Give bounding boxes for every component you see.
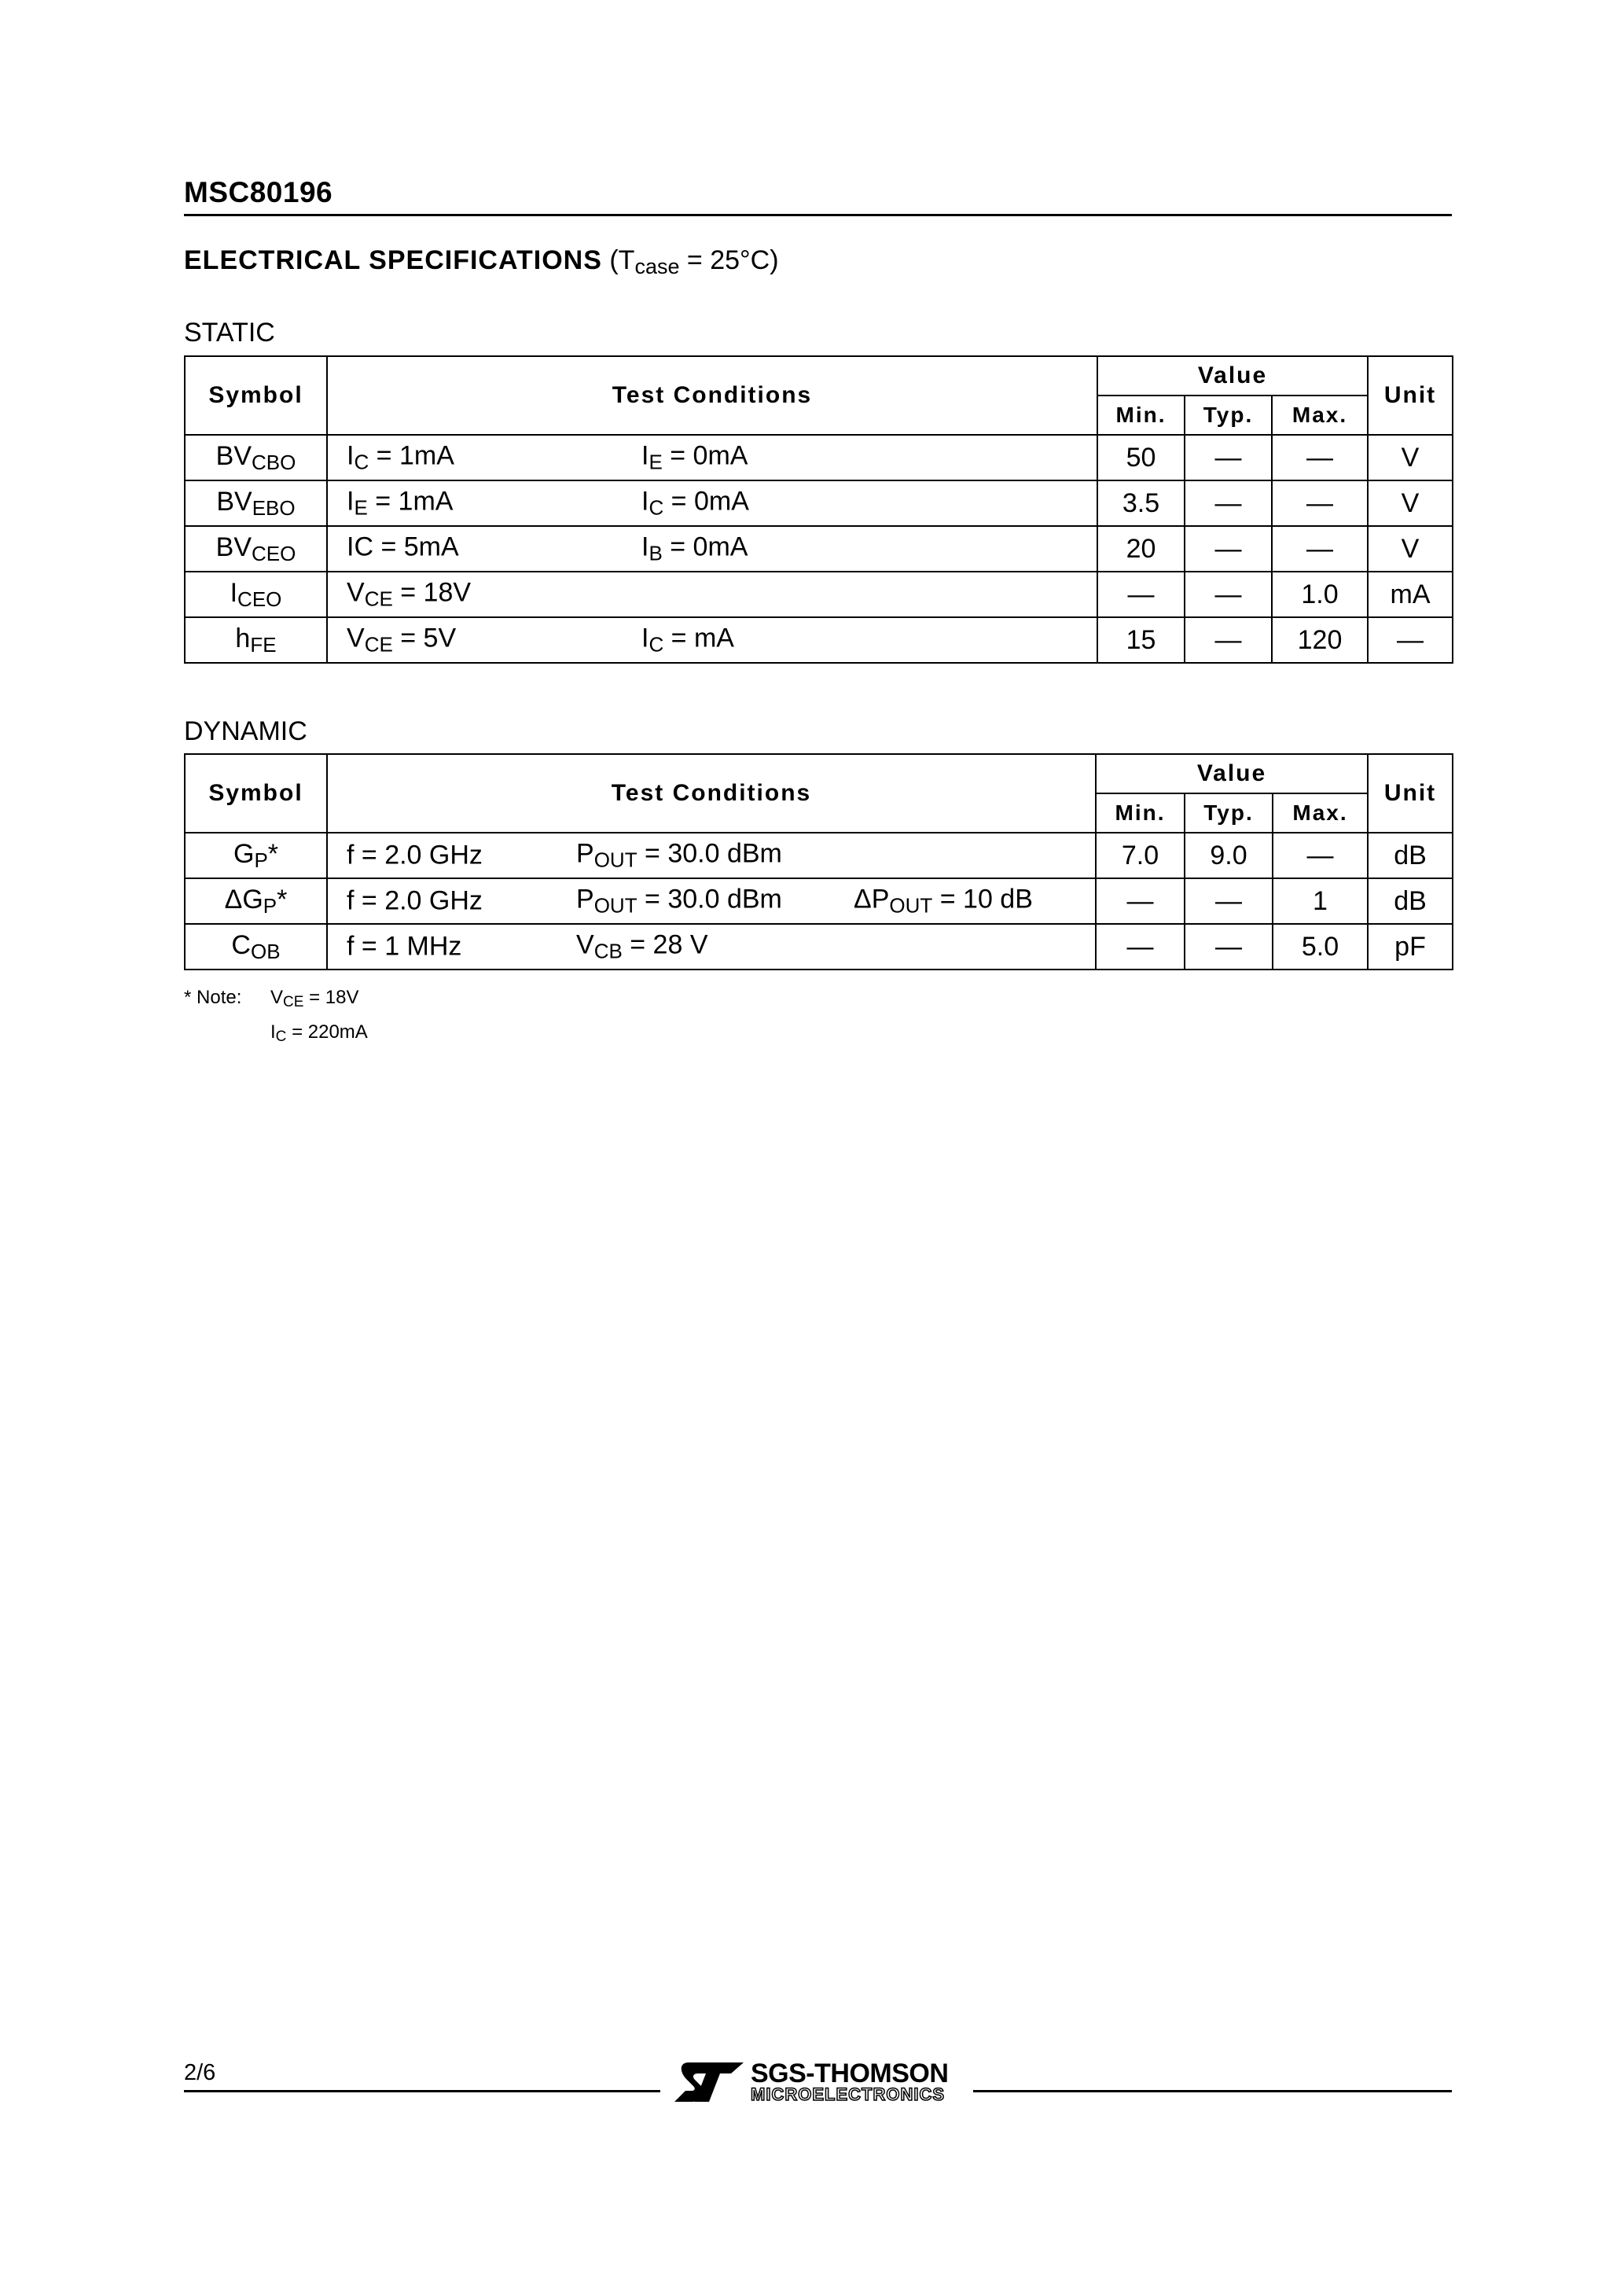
condition-1: f = 1 MHz: [347, 931, 462, 962]
dynamic-header-symbol: Symbol: [185, 754, 327, 833]
condition-1: $I_C = 1mA$: [347, 440, 454, 474]
condition-2: $V_{CB} = 28$ V: [576, 929, 708, 963]
condition-3: $\Delta P_{OUT} = 10$ dB: [854, 884, 1033, 918]
table-row: [185, 435, 1453, 480]
condition-2: $I_E = 0mA$: [641, 440, 748, 474]
symbol-cell: [185, 572, 327, 617]
min-cell: 15: [1097, 617, 1185, 663]
symbol-main: I: [230, 577, 238, 608]
table-row: [185, 526, 1453, 572]
condition-2: $P_{OUT} = 30.0$ dBm: [576, 838, 782, 872]
condition-cell: [327, 526, 1097, 572]
footer-rule-right: [973, 2090, 1452, 2092]
symbol-main: BV: [215, 532, 252, 562]
typ-cell: —: [1185, 526, 1272, 572]
min-cell: —: [1096, 878, 1185, 924]
table-row: [185, 878, 1453, 924]
static-header-row-1: [185, 356, 1453, 396]
dynamic-header-unit: Unit: [1368, 754, 1453, 833]
spec-heading-bold: ELECTRICAL SPECIFICATIONS: [184, 245, 602, 275]
brand-name: SGS-THOMSON: [751, 2059, 949, 2088]
table-row: [185, 833, 1453, 878]
typ-cell: 9.0: [1185, 833, 1273, 878]
condition-cell: [327, 617, 1097, 663]
symbol-cell: $G_P*$: [185, 833, 327, 878]
spec-heading-cond-open: (T: [609, 245, 635, 275]
symbol-cell: $C_{OB}$: [185, 924, 327, 970]
symbol-main: BV: [216, 486, 252, 517]
table-row: [185, 617, 1453, 663]
condition-1: $V_{CE} = 5V$: [347, 623, 457, 657]
symbol-sub: CEO: [237, 587, 282, 611]
typ-cell: —: [1185, 480, 1272, 526]
symbol-cell: [185, 617, 327, 663]
condition-cell: [327, 480, 1097, 526]
condition-cell: [327, 924, 1096, 970]
static-table: [184, 355, 1453, 664]
spec-heading-cond-sub: case: [634, 255, 680, 278]
condition-2: $I_C = 0mA$: [641, 486, 749, 520]
static-header-min: Min.: [1097, 396, 1185, 435]
symbol-main: h: [235, 623, 251, 653]
note-line-1: $V_{CE} = 18V$: [270, 987, 359, 1010]
static-header-value: Value: [1097, 356, 1368, 396]
static-label: STATIC: [184, 318, 275, 348]
condition-1: f = 2.0 GHz: [347, 840, 483, 870]
typ-cell: —: [1185, 924, 1273, 970]
table-row: [185, 572, 1453, 617]
condition-cell: [327, 878, 1096, 924]
max-cell: —: [1272, 435, 1368, 480]
spec-heading-cond-rest: = 25°C): [679, 245, 779, 275]
table-row: [185, 924, 1453, 970]
static-header-typ: Typ.: [1185, 396, 1272, 435]
static-header-symbol: Symbol: [185, 356, 327, 435]
unit-cell: dB: [1368, 878, 1453, 924]
max-cell: —: [1272, 526, 1368, 572]
symbol-sub: CEO: [252, 541, 296, 565]
max-cell: 120: [1272, 617, 1368, 663]
dynamic-header-value: Value: [1096, 754, 1368, 793]
spec-heading: [184, 245, 779, 279]
dynamic-header-row-1: [185, 754, 1453, 793]
condition-cell: [327, 833, 1096, 878]
static-header-unit: Unit: [1368, 356, 1453, 435]
min-cell: —: [1096, 924, 1185, 970]
footer-rule-left: [184, 2090, 660, 2092]
min-cell: 20: [1097, 526, 1185, 572]
dynamic-label: DYNAMIC: [184, 716, 307, 746]
condition-1: IC = 5mA: [347, 532, 459, 562]
min-cell: 7.0: [1096, 833, 1185, 878]
typ-cell: —: [1185, 572, 1272, 617]
max-cell: 1: [1273, 878, 1368, 924]
dynamic-header-typ: Typ.: [1185, 793, 1273, 833]
symbol-sub: EBO: [252, 495, 296, 520]
unit-cell: V: [1368, 435, 1453, 480]
st-logo-icon: [674, 2061, 745, 2103]
page-number: 2/6: [184, 2060, 216, 2085]
symbol-cell: [185, 480, 327, 526]
condition-cell: [327, 435, 1097, 480]
condition-1: $I_E = 1mA$: [347, 486, 454, 520]
brand-subtitle: MICROELECTRONICS: [751, 2084, 945, 2104]
title-rule: [184, 214, 1452, 216]
symbol-sub: CBO: [252, 450, 296, 474]
condition-2: $I_C$ = mA: [641, 623, 734, 657]
symbol-cell: [185, 526, 327, 572]
symbol-sub: FE: [250, 632, 277, 657]
unit-cell: V: [1368, 526, 1453, 572]
symbol-cell: $\Delta G_P*$: [185, 878, 327, 924]
max-cell: —: [1272, 480, 1368, 526]
table-row: [185, 480, 1453, 526]
unit-cell: pF: [1368, 924, 1453, 970]
unit-cell: dB: [1368, 833, 1453, 878]
max-cell: 5.0: [1273, 924, 1368, 970]
typ-cell: —: [1185, 878, 1273, 924]
note-line-2: $I_C = 220mA$: [270, 1021, 368, 1045]
dynamic-header-max: Max.: [1273, 793, 1368, 833]
condition-1: $V_{CE} = 18V$: [347, 577, 472, 611]
typ-cell: —: [1185, 435, 1272, 480]
condition-2: $P_{OUT} = 30.0$ dBm: [576, 884, 782, 918]
min-cell: —: [1097, 572, 1185, 617]
dynamic-header-min: Min.: [1096, 793, 1185, 833]
min-cell: 3.5: [1097, 480, 1185, 526]
condition-cell: [327, 572, 1097, 617]
page-title: MSC80196: [184, 176, 333, 208]
dynamic-table: [184, 753, 1453, 970]
unit-cell: mA: [1368, 572, 1453, 617]
static-header-max: Max.: [1272, 396, 1368, 435]
max-cell: —: [1273, 833, 1368, 878]
unit-cell: —: [1368, 617, 1453, 663]
note-label: * Note:: [184, 987, 242, 1008]
condition-2: $I_B = 0mA$: [641, 532, 748, 565]
symbol-main: BV: [215, 440, 252, 471]
condition-1: f = 2.0 GHz: [347, 885, 483, 916]
static-header-test-conditions: Test Conditions: [327, 356, 1097, 435]
dynamic-header-test-conditions: Test Conditions: [327, 754, 1096, 833]
typ-cell: —: [1185, 617, 1272, 663]
symbol-cell: [185, 435, 327, 480]
max-cell: 1.0: [1272, 572, 1368, 617]
unit-cell: V: [1368, 480, 1453, 526]
min-cell: 50: [1097, 435, 1185, 480]
